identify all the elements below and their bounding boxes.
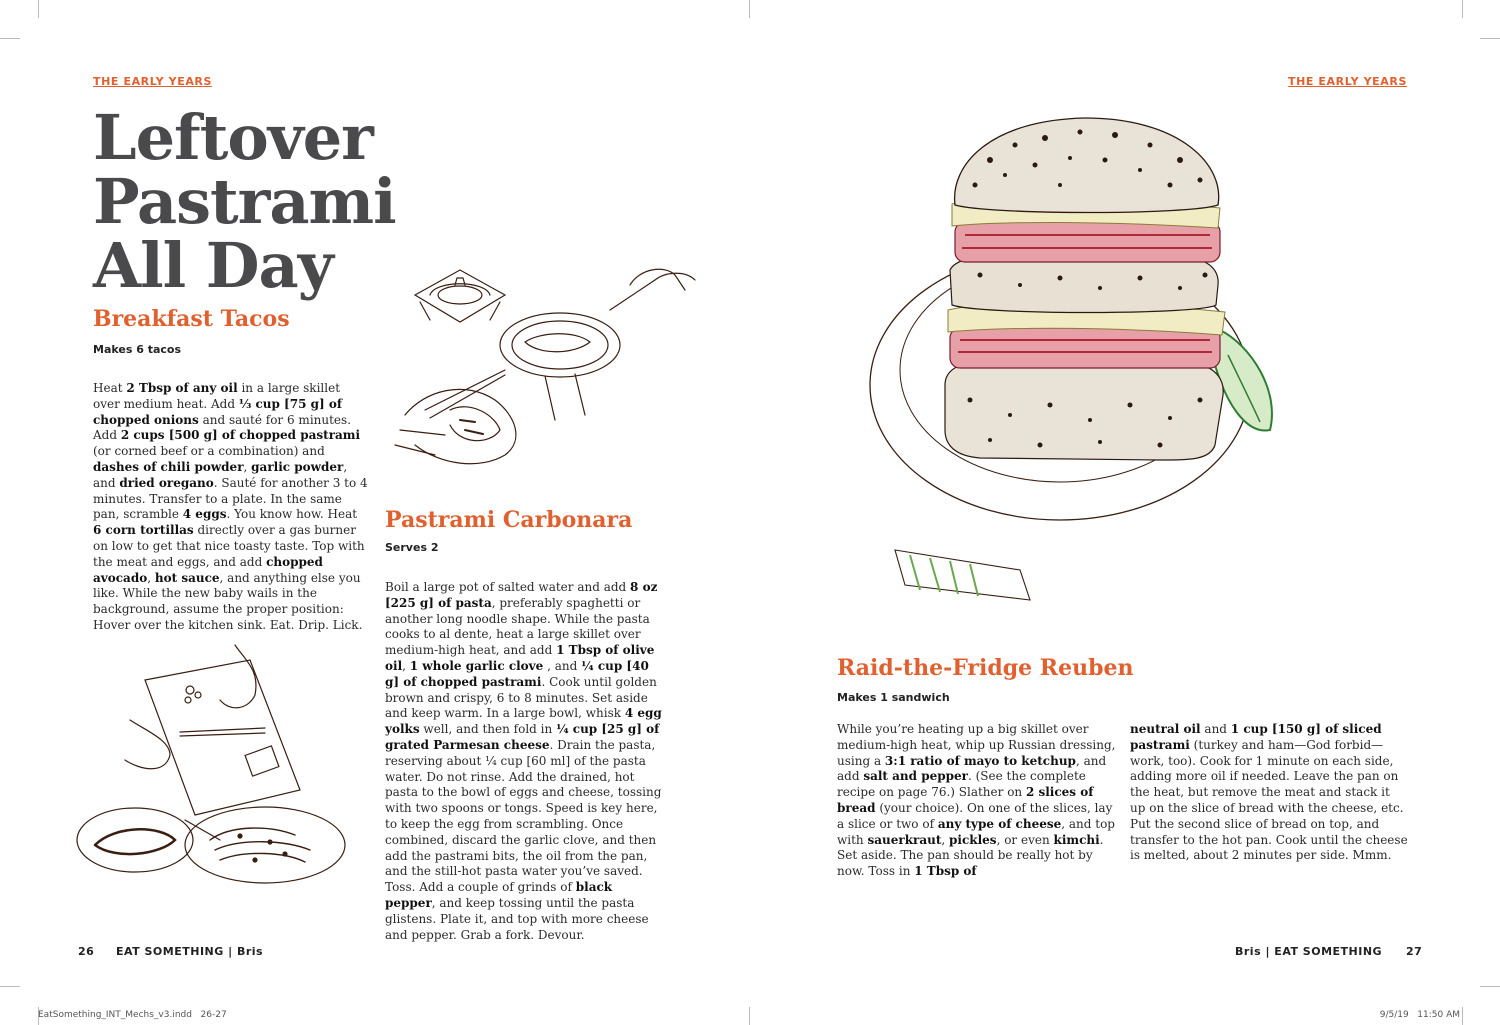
crop-mark <box>0 986 20 987</box>
carbonara-yield: Serves 2 <box>385 541 439 554</box>
running-footer-right: Bris | EAT SOMETHING <box>1235 945 1383 958</box>
taco-pan-illustration <box>385 250 720 500</box>
tacos-title: Breakfast Tacos <box>93 306 290 332</box>
slug-filename: EatSomething_INT_Mechs_v3.indd 26-27 <box>38 1010 227 1020</box>
crop-mark <box>749 0 750 18</box>
crop-mark <box>0 38 20 39</box>
reuben-title: Raid-the-Fridge Reuben <box>837 655 1134 681</box>
page-title <box>93 101 396 302</box>
crop-mark <box>38 0 39 18</box>
reuben-sandwich-illustration <box>840 100 1340 620</box>
reuben-body-col2: neutral oil and 1 cup [150 g] of sliced pastrami (turkey and ham—God forbid—work, too). Cook for 1 minute on each side, adding more oil if needed. Leave the pan on the heat, but remove the meat and stack it up on the slice of bread with the cheese, etc. Put the second slice of bread on top, and transfer to the hot pan. Cook until the cheese is melted, about 2 minutes per side. Mmm. <box>1130 722 1408 863</box>
page-number-left: 26 <box>78 945 95 958</box>
crop-mark <box>749 1007 750 1025</box>
reuben-yield: Makes 1 sandwich <box>837 691 950 704</box>
reuben-body-col1: While you’re heating up a big skillet over medium-high heat, whip up Russian dressing, using a 3:1 ratio of mayo to ketchup, and add salt and pepper. (See the complete recipe on page 76.) Slather on 2 slices of bread (your choice). On one of the slices, lay a slice or two of any type of cheese, and top with sauerkraut, pickles, or even kimchi. Set aside. The pan should be really hot by now. Toss in 1 Tbsp of <box>837 722 1116 879</box>
carbonara-title: Pastrami Carbonara <box>385 507 633 533</box>
section-header-right: THE EARLY YEARS <box>1287 75 1407 88</box>
slug-date: 9/5/19 11:50 AM <box>1379 1010 1460 1020</box>
title-line-1: Leftover <box>93 101 373 174</box>
title-line-2: Pastrami <box>93 165 396 238</box>
tacos-yield: Makes 6 tacos <box>93 343 182 356</box>
crop-mark <box>1480 38 1500 39</box>
crop-mark <box>1480 986 1500 987</box>
crop-mark <box>1462 1007 1463 1025</box>
tacos-body: Heat 2 Tbsp of any oil in a large skillet over medium heat. Add ⅓ cup [75 g] of chopped onions and sauté for 6 minutes. Add 2 cups [500 g] of chopped pastrami (or corned beef or a combination) and dashes of chili powder, garlic powder, and dried oregano. Sauté for another 3 to 4 minutes. Transfer to a plate. In the same pan, scramble 4 eggs. You know how. Heat 6 corn tortillas directly over a gas burner on low to get that nice toasty taste. Top with the meat and eggs, and add chopped avocado, hot sauce, and anything else you like. While the new baby wails in the background, assume the proper position: Hover over the kitchen sink. Eat. Drip. Lick. <box>93 381 368 632</box>
title-line-3: All Day <box>93 229 333 302</box>
cutting-board-illustration <box>70 640 370 915</box>
page-number-right: 27 <box>1406 945 1423 958</box>
crop-mark <box>1462 0 1463 18</box>
running-footer-left: EAT SOMETHING | Bris <box>116 945 264 958</box>
carbonara-body: Boil a large pot of salted water and add 8 oz [225 g] of pasta, preferably spaghetti or another long noodle shape. While the pasta cooks to al dente, heat a large skillet over medium-high heat, and add 1 Tbsp of olive oil, 1 whole garlic clove , and ¼ cup [40 g] of chopped pastrami. Cook until golden brown and crispy, 6 to 8 minutes. Set aside and keep warm. In a large bowl, whisk 4 egg yolks well, and then fold in ¼ cup [25 g] of grated Parmesan cheese. Drain the pasta, reserving about ¼ cup [60 ml] of the pasta water. Do not rinse. Add the drained, hot pasta to the bowl of eggs and cheese, tossing with two spoons or tongs. Speed is key here, to keep the egg from scrambling. Once combined, discard the garlic clove, and then add the pastrami bits, the oil from the pan, and the still-hot pasta water you’ve saved. Toss. Add a couple of grinds of black pepper, and keep tossing until the pasta glistens. Plate it, and top with more cheese and pepper. Grab a fork. Devour. <box>385 580 662 942</box>
section-header-left: THE EARLY YEARS <box>93 75 213 88</box>
